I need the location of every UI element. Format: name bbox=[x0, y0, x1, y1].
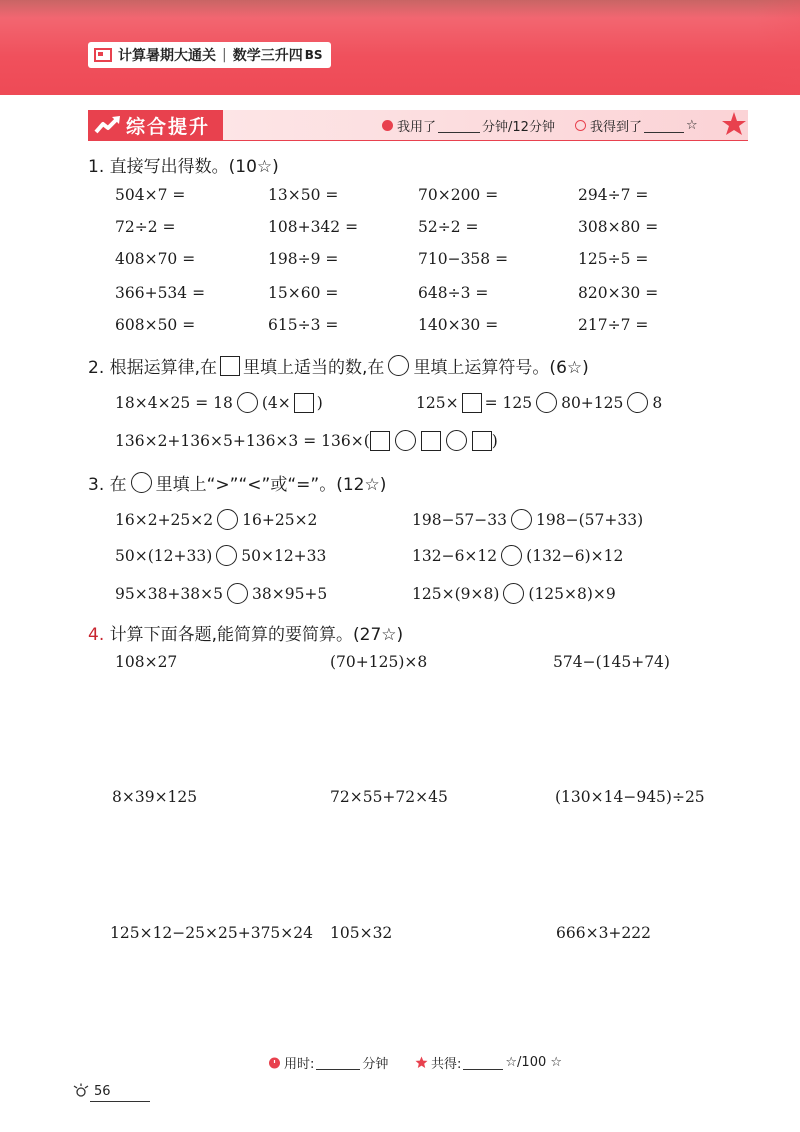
book-icon bbox=[94, 47, 112, 63]
q3-left: 125×(9×8) bbox=[412, 584, 500, 603]
q2-text: = 125 bbox=[484, 393, 533, 412]
q3-title-part: 3. 在 bbox=[88, 475, 127, 495]
q1-item: 820×30 = bbox=[578, 284, 659, 302]
operator-circle[interactable] bbox=[395, 430, 416, 451]
q3-left: 16×2+25×2 bbox=[115, 510, 214, 529]
top-band-shadow bbox=[0, 0, 800, 18]
q1-item: 615÷3 = bbox=[268, 316, 339, 334]
q2-text: ) bbox=[491, 431, 498, 450]
q1-item: 648÷3 = bbox=[418, 284, 489, 302]
time-limit-text: 分钟/12分钟 bbox=[482, 120, 555, 135]
q2-text: ) bbox=[316, 393, 323, 412]
compare-circle[interactable] bbox=[227, 583, 248, 604]
header-separator: | bbox=[222, 47, 227, 63]
score-star: ☆ bbox=[686, 118, 698, 133]
q1-item: 608×50 = bbox=[115, 316, 196, 334]
operator-circle[interactable] bbox=[536, 392, 557, 413]
star-icon bbox=[415, 1056, 428, 1069]
question-3-title bbox=[88, 470, 386, 495]
q2-expression-1 bbox=[115, 392, 323, 413]
q3-comparison bbox=[115, 545, 326, 566]
q1-item: 15×60 = bbox=[268, 284, 339, 302]
time-used-label: 我用了 bbox=[397, 120, 437, 135]
check-icon bbox=[575, 120, 586, 131]
answer-circle-icon bbox=[131, 472, 152, 493]
q3-right: (125×8)×9 bbox=[528, 584, 616, 603]
q1-item: 140×30 = bbox=[418, 316, 499, 334]
q1-item: 70×200 = bbox=[418, 186, 499, 204]
q1-item: 198÷9 = bbox=[268, 250, 339, 268]
q3-comparison bbox=[115, 509, 317, 530]
q1-item: 294÷7 = bbox=[578, 186, 649, 204]
q3-right: 198−(57+33) bbox=[536, 510, 644, 529]
q4-problem: (130×14−945)÷25 bbox=[555, 788, 705, 806]
compare-circle[interactable] bbox=[216, 545, 237, 566]
footer-time bbox=[268, 1053, 388, 1072]
number-box[interactable] bbox=[472, 431, 492, 451]
q2-text: 8 bbox=[652, 393, 663, 412]
compare-circle[interactable] bbox=[511, 509, 532, 530]
swirl-icon bbox=[72, 1083, 90, 1099]
q3-right: 38×95+5 bbox=[252, 584, 328, 603]
q3-left: 50×(12+33) bbox=[115, 546, 213, 565]
question-4-title bbox=[88, 620, 403, 645]
q3-comparison bbox=[115, 583, 327, 604]
footer-score bbox=[415, 1053, 562, 1072]
number-box[interactable] bbox=[294, 393, 314, 413]
q3-left: 132−6×12 bbox=[412, 546, 498, 565]
q2-text: 125× bbox=[416, 393, 459, 412]
answer-circle-icon bbox=[388, 355, 409, 376]
q1-item: 72÷2 = bbox=[115, 218, 176, 236]
q1-item: 710−358 = bbox=[418, 250, 509, 268]
q1-item: 308×80 = bbox=[578, 218, 659, 236]
q3-title-part: 里填上“>”“<”或“=”。(12☆) bbox=[155, 475, 387, 495]
q3-left: 95×38+38×5 bbox=[115, 584, 223, 603]
book-edition: BS bbox=[304, 48, 323, 62]
number-box[interactable] bbox=[370, 431, 390, 451]
footer-score-blank[interactable] bbox=[463, 1055, 503, 1070]
book-header bbox=[88, 42, 331, 68]
q1-item: 504×7 = bbox=[115, 186, 186, 204]
q3-left: 198−57−33 bbox=[412, 510, 508, 529]
score-earned bbox=[575, 116, 698, 135]
number-box[interactable] bbox=[462, 393, 482, 413]
q3-right: 16+25×2 bbox=[242, 510, 318, 529]
q1-item: 408×70 = bbox=[115, 250, 196, 268]
question-4-number: 4. bbox=[88, 625, 105, 645]
footer-time-blank[interactable] bbox=[316, 1055, 360, 1070]
operator-circle[interactable] bbox=[237, 392, 258, 413]
page-number-text: 56 bbox=[94, 1083, 111, 1099]
score-label: 我得到了 bbox=[590, 120, 643, 135]
q4-problem: (70+125)×8 bbox=[330, 653, 428, 671]
q4-problem: 72×55+72×45 bbox=[330, 788, 448, 806]
q2-text: 136×2+136×5+136×3 = 136×( bbox=[115, 431, 370, 450]
q2-text: 18×4×25 = 18 bbox=[115, 393, 233, 412]
q2-expression-3 bbox=[115, 430, 498, 451]
number-box[interactable] bbox=[421, 431, 441, 451]
operator-circle[interactable] bbox=[446, 430, 467, 451]
q2-text: (4× bbox=[261, 393, 291, 412]
section-title-underline bbox=[88, 140, 748, 141]
q1-item: 108+342 = bbox=[268, 218, 359, 236]
q1-item: 366+534 = bbox=[115, 284, 206, 302]
footer-score-label: 共得: bbox=[431, 1057, 462, 1072]
compare-circle[interactable] bbox=[501, 545, 522, 566]
book-subject: 数学三升四 bbox=[232, 48, 303, 64]
compare-circle[interactable] bbox=[217, 509, 238, 530]
q2-title-part: 里填上运算符号。(6☆) bbox=[413, 358, 589, 378]
q4-problem: 574−(145+74) bbox=[553, 653, 670, 671]
trend-up-icon bbox=[94, 115, 122, 135]
time-used-blank[interactable] bbox=[438, 118, 480, 133]
q3-comparison bbox=[412, 509, 643, 530]
q4-problem: 666×3+222 bbox=[556, 924, 652, 942]
page-number bbox=[72, 1083, 111, 1099]
operator-circle[interactable] bbox=[627, 392, 648, 413]
q4-problem: 125×12−25×25+375×24 bbox=[110, 924, 313, 942]
q1-item: 217÷7 = bbox=[578, 316, 649, 334]
clock-icon bbox=[382, 120, 393, 131]
footer-time-unit: 分钟 bbox=[362, 1057, 389, 1072]
q3-right: 50×12+33 bbox=[241, 546, 327, 565]
q2-title-part: 里填上适当的数,在 bbox=[243, 358, 385, 378]
q3-right: (132−6)×12 bbox=[526, 546, 624, 565]
q2-text: 80+125 bbox=[561, 393, 624, 412]
section-title-text: 综合提升 bbox=[126, 115, 211, 138]
score-blank[interactable] bbox=[644, 118, 684, 133]
q4-problem: 105×32 bbox=[330, 924, 393, 942]
q1-item: 52÷2 = bbox=[418, 218, 479, 236]
compare-circle[interactable] bbox=[503, 583, 524, 604]
q1-item: 13×50 = bbox=[268, 186, 339, 204]
question-2-title bbox=[88, 353, 589, 378]
answer-box-icon bbox=[220, 356, 240, 376]
q4-problem: 108×27 bbox=[115, 653, 178, 671]
q4-problem: 8×39×125 bbox=[112, 788, 198, 806]
question-4-text: 计算下面各题,能简算的要简算。(27☆) bbox=[109, 625, 404, 645]
q2-expression-2 bbox=[416, 392, 662, 413]
star-badge-icon bbox=[720, 110, 748, 138]
page-number-underline bbox=[90, 1101, 150, 1102]
q3-comparison bbox=[412, 545, 623, 566]
section-title bbox=[88, 110, 223, 140]
q2-title-part: 2. 根据运算律,在 bbox=[88, 358, 218, 378]
q3-comparison bbox=[412, 583, 616, 604]
time-used bbox=[382, 116, 555, 135]
footer-score-unit: ☆/100 ☆ bbox=[505, 1055, 563, 1070]
q1-item: 125÷5 = bbox=[578, 250, 649, 268]
book-series-title: 计算暑期大通关 bbox=[118, 48, 216, 64]
question-1-title: 1. 直接写出得数。(10☆) bbox=[88, 157, 279, 177]
alarm-clock-icon bbox=[268, 1056, 281, 1069]
footer-time-label: 用时: bbox=[284, 1057, 315, 1072]
